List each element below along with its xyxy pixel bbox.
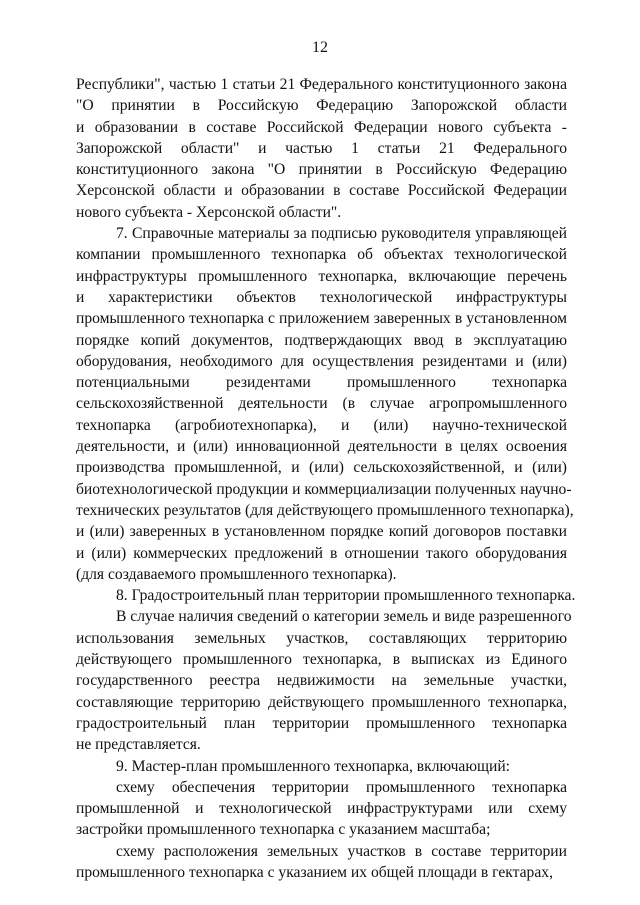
text-line: инфраструктуры промышленного технопарка, включающие перечень (76, 267, 567, 285)
text-line: 7. Справочные материалы за подписью руководителя управляющей (116, 225, 567, 243)
text-line: и (или) коммерческих предложений в отношении такого оборудования (76, 544, 567, 562)
text-line: не представляется. (76, 736, 201, 754)
text-line: 9. Мастер-план промышленного технопарка, включающий: (116, 757, 511, 775)
text-line: деятельности, и (или) инновационной деятельности в целях освоения (76, 438, 567, 456)
text-line: составляющие территорию действующего промышленного технопарка, (76, 693, 567, 711)
text-line: технопарка (агробиотехнопарка), и (или) научно-технической (76, 416, 567, 434)
text-line: нового субъекта - Херсонской области". (76, 203, 342, 221)
text-line: и (или) заверенных в установленном порядке копий договоров поставки (76, 523, 567, 541)
paragraph (76, 841, 567, 884)
text-line: схему расположения земельных участков в составе территории (116, 842, 567, 860)
text-line: конституционного закона "О принятии в Российскую Федерацию (76, 161, 567, 179)
text-line: (для создаваемого промышленного технопарка). (76, 565, 397, 583)
paragraph (76, 606, 572, 755)
text-line: схему обеспечения территории промышленного технопарка (116, 778, 567, 796)
paragraph (76, 585, 576, 606)
text-line: Херсонской области и образовании в составе Российской Федерации (76, 182, 567, 200)
text-line: 8. Градостроительный план территории промышленного технопарка. (116, 587, 576, 605)
text-line: компании промышленного технопарка об объектах технологической (76, 246, 567, 264)
text-line: производства промышленной, и (или) сельскохозяйственной, и (или) (76, 459, 567, 477)
text-line: использования земельных участков, составляющих территорию (76, 629, 567, 647)
paragraph (76, 223, 574, 585)
text-line: промышленной и технологической инфраструктурами или схему (76, 800, 567, 818)
text-line: и характеристики объектов технологической инфраструктуры (76, 288, 567, 306)
text-line: Запорожской области" и частью 1 статьи 21 Федерального (76, 139, 567, 157)
paragraph (76, 777, 567, 841)
text-line: оборудования, необходимого для осуществления резидентами и (или) (76, 352, 567, 370)
text-line: промышленного технопарка с приложением заверенных в установленном (76, 310, 567, 328)
paragraph (76, 74, 567, 223)
text-line: порядке копий документов, подтверждающих ввод в эксплуатацию (76, 331, 567, 349)
text-line: градостроительный план территории промышленного технопарка (76, 714, 567, 732)
text-line: сельскохозяйственной деятельности (в случае агропромышленного (76, 395, 567, 413)
text-line: государственного реестра недвижимости на земельные участки, (76, 672, 567, 690)
text-line: застройки промышленного технопарка с указанием масштаба; (76, 821, 491, 839)
paragraph (76, 756, 567, 777)
text-line: биотехнологической продукции и коммерциализации полученных научно- (76, 480, 572, 498)
text-line: В случае наличия сведений о категории земель и виде разрешенного (116, 608, 572, 626)
text-line: Республики", частью 1 статьи 21 Федерального конституционного закона (76, 76, 567, 93)
text-line: и образовании в составе Российской Федерации нового субъекта - (76, 118, 567, 136)
text-line: технических результатов (для действующего промышленного технопарка), (76, 501, 574, 519)
text-line: "О принятии в Российскую Федерацию Запорожской области (76, 97, 567, 115)
text-line: потенциальными резидентами промышленного технопарка (76, 374, 567, 392)
document-body (76, 74, 576, 883)
page-number: 12 (312, 39, 328, 56)
text-line: действующего промышленного технопарка, в выписках из Единого (76, 651, 567, 669)
text-line: промышленного технопарка с указанием их общей площади в гектарах, (76, 863, 553, 881)
